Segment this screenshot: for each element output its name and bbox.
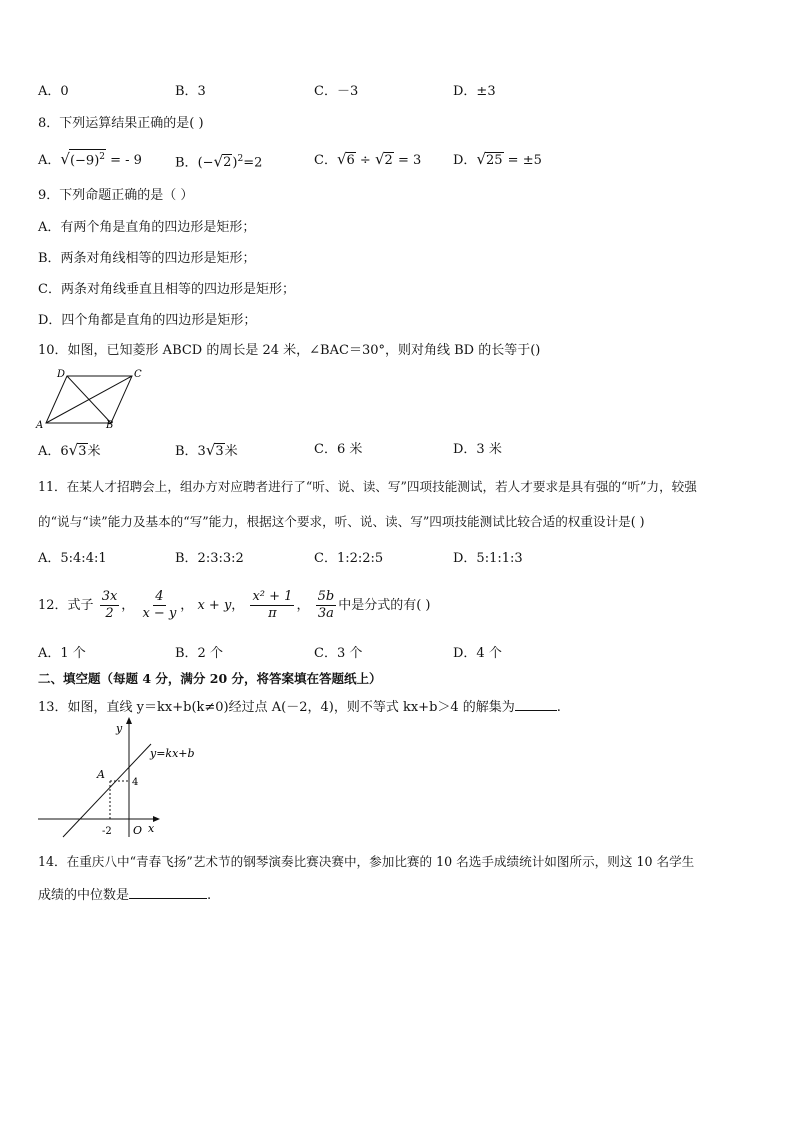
q9-option-c: C．两条对角线垂直且相等的四边形是矩形； — [38, 282, 295, 297]
q7-option-a: A．0 — [38, 84, 69, 99]
q11-option-d: D．5:1:1:3 — [453, 551, 523, 566]
q12-option-b: B．2 个 — [175, 646, 223, 661]
q8-option-b: B．$(-√2)^2=2$ — [175, 152, 263, 171]
q9-option-a: A．有两个角是直角的四边形是矩形； — [38, 220, 256, 235]
q11-option-b: B．2:3:3:2 — [175, 551, 244, 566]
q10-option-d: D．3 米 — [453, 442, 502, 457]
q9-option-d: D．四个角都是直角的四边形是矩形； — [38, 313, 257, 328]
q8-stem: 8．下列运算结果正确的是( ) — [38, 116, 204, 131]
q7-option-d: D．±3 — [453, 84, 496, 99]
q12-option-d: D．4 个 — [453, 646, 502, 661]
q10-stem: 10．如图，已知菱形 ABCD 的周长是 24 米，∠BAC＝30°，则对角线 BD 的长等于() — [38, 343, 541, 358]
q14-line-1: 14．在重庆八中“青春飞扬”艺术节的钢琴演奏比赛决赛中，参加比赛的 10 名选手成绩统计如图所示，则这 10 名学生 — [38, 854, 695, 869]
fraction-x2-plus-1-over-pi: $\frac{\text{x² + 1}}{\pi}$ — [252, 589, 293, 621]
q7-option-b: B．3 — [175, 84, 206, 99]
q8-option-c: C．√6 ÷ √2 = 3 — [314, 150, 422, 168]
label-a: A — [36, 420, 44, 431]
q14-line-2: 成绩的中位数是 . — [38, 884, 211, 904]
diagonal-bd — [67, 376, 111, 423]
q11-line-2: 的“说与“读”能力及基本的“写”能力，根据这个要求，听、说、读、写”四项技能测试比较合适的权重设计是( ) — [38, 514, 645, 529]
y-arrow-icon — [126, 717, 132, 724]
q14-answer-blank — [129, 884, 207, 899]
rhombus-figure — [34, 366, 150, 430]
q13-stem: 13．如图，直线 y＝kx+b(k≠0)经过点 A(－2，4)，则不等式 kx+b＞4 的解集为 . — [38, 696, 561, 716]
label-d: D — [56, 369, 65, 380]
y-tick-4: 4 — [132, 777, 139, 788]
q8-option-a: A．$√(-9)^2$ = - 9 — [38, 150, 142, 168]
q11-line-1: 11．在某人才招聘会上，组办方对应聘者进行了“听、说、读、写”四项技能测试，若人才要求是具有强的“听”力，较强 — [38, 479, 697, 494]
q8-option-d: D．√25 = ±5 — [453, 150, 542, 168]
label-c: C — [134, 369, 142, 380]
q9-stem: 9．下列命题正确的是（ ） — [38, 188, 194, 203]
q13-answer-blank — [515, 696, 557, 711]
q10-option-b: B．3√3米 — [175, 441, 238, 459]
q11-option-a: A．5:4:4:1 — [38, 551, 107, 566]
q12-option-a: A．1 个 — [38, 646, 86, 661]
q12-stem: 12．式子 $\frac{3x}{2}$ ， $\frac{4}{x - y}$ ， x + y， $\frac{\text{x² + 1}}{\pi}$ ， $\frac{5b}{3a}$ 中是分式的有( ) — [38, 589, 431, 621]
origin-label: O — [133, 824, 143, 837]
q10-option-c: C．6 米 — [314, 442, 363, 457]
x-tick-neg2: -2 — [102, 826, 112, 837]
label-b: B — [106, 420, 114, 431]
line-label: y=kx+b — [150, 747, 195, 760]
q11-option-c: C．1:2:2:5 — [314, 551, 384, 566]
section-2-heading: 二、填空题（每题 4 分，满分 20 分，将答案填在答题纸上） — [38, 671, 382, 686]
q13-linear-graph — [36, 716, 195, 841]
point-a-label: A — [97, 768, 105, 781]
x-axis-label: x — [148, 822, 155, 835]
fraction-5b-over-3a: $\frac{5b}{3a}$ — [317, 589, 335, 621]
q12-option-c: C．3 个 — [314, 646, 363, 661]
q7-option-c: C．－3 — [314, 84, 359, 99]
y-axis-label: y — [116, 722, 123, 735]
fraction-4-over-x-minus-y: $\frac{4}{x - y}$ — [142, 589, 177, 621]
q9-option-b: B．两条对角线相等的四边形是矩形； — [38, 251, 256, 266]
q10-option-a: A．6√3米 — [38, 441, 101, 459]
fraction-3x-over-2: $\frac{3x}{2}$ — [101, 589, 118, 621]
